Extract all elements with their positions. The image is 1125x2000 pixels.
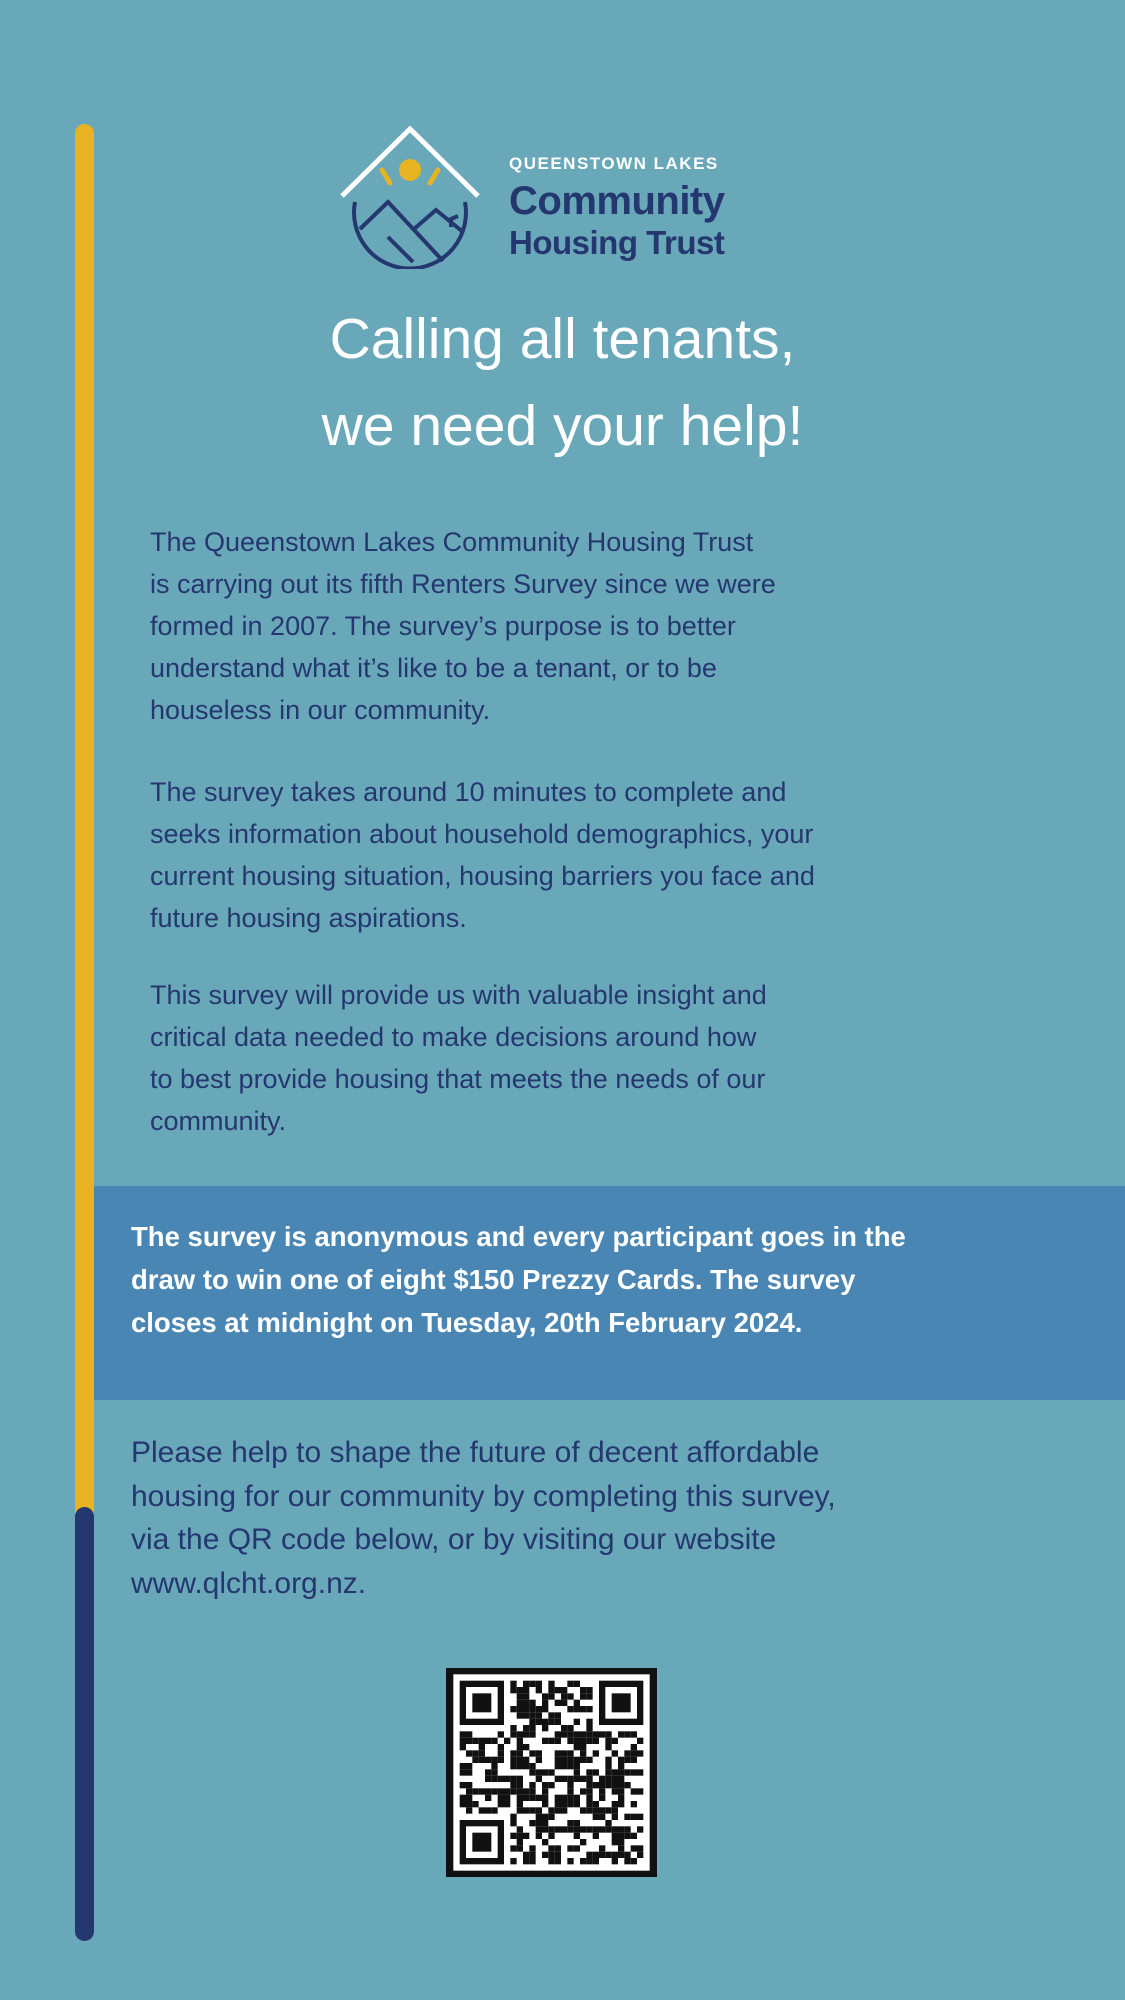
text-line: formed in 2007. The survey’s purpose is to better xyxy=(150,611,736,641)
text-line: The survey is anonymous and every participant goes in the xyxy=(131,1221,906,1252)
text-line: The Queenstown Lakes Community Housing Trust xyxy=(150,527,754,557)
intro-paragraph xyxy=(150,521,776,731)
text-line: closes at midnight on Tuesday, 20th February 2024. xyxy=(131,1307,803,1338)
insight-paragraph xyxy=(150,974,767,1142)
qr-code-pattern xyxy=(446,1668,657,1877)
prize-banner-text xyxy=(131,1215,906,1344)
decorative-bar-navy xyxy=(75,1507,94,1941)
text-line: is carrying out its fifth Renters Survey since we were xyxy=(150,569,776,599)
text-line: draw to win one of eight $150 Prezzy Cards. The survey xyxy=(131,1264,856,1295)
logo-title-line2: Housing Trust xyxy=(509,224,725,261)
text-line: to best provide housing that meets the needs of our xyxy=(150,1064,766,1094)
text-line: Please help to shape the future of decent affordable xyxy=(131,1436,820,1469)
website-link[interactable]: www.qlcht.org.nz. xyxy=(131,1566,367,1600)
text-line: via the QR code below, or by visiting our website xyxy=(131,1523,777,1556)
text-line: community. xyxy=(150,1106,287,1136)
headline xyxy=(0,296,1125,470)
text-line: The survey takes around 10 minutes to complete and xyxy=(150,777,787,807)
text-line: seeks information about household demographics, your xyxy=(150,819,814,849)
text-line: current housing situation, housing barriers you face and xyxy=(150,861,815,891)
text-line: future housing aspirations. xyxy=(150,903,467,933)
call-to-action xyxy=(131,1431,836,1605)
logo-subtitle: QUEENSTOWN LAKES xyxy=(509,154,719,173)
text-line: houseless in our community. xyxy=(150,695,491,725)
logo xyxy=(338,124,758,269)
text-line: critical data needed to make decisions around how xyxy=(150,1022,757,1052)
survey-details-paragraph xyxy=(150,771,815,939)
text-line: understand what it’s like to be a tenant, or to be xyxy=(150,653,717,683)
text-line: This survey will provide us with valuable insight and xyxy=(150,980,767,1010)
logo-title-line1: Community xyxy=(509,179,725,223)
qr-code-icon[interactable] xyxy=(446,1668,657,1877)
headline-line: we need your help! xyxy=(321,394,804,458)
headline-line: Calling all tenants, xyxy=(329,307,796,371)
text-line: housing for our community by completing this survey, xyxy=(131,1479,836,1513)
house-mountain-logo-icon xyxy=(338,124,488,269)
